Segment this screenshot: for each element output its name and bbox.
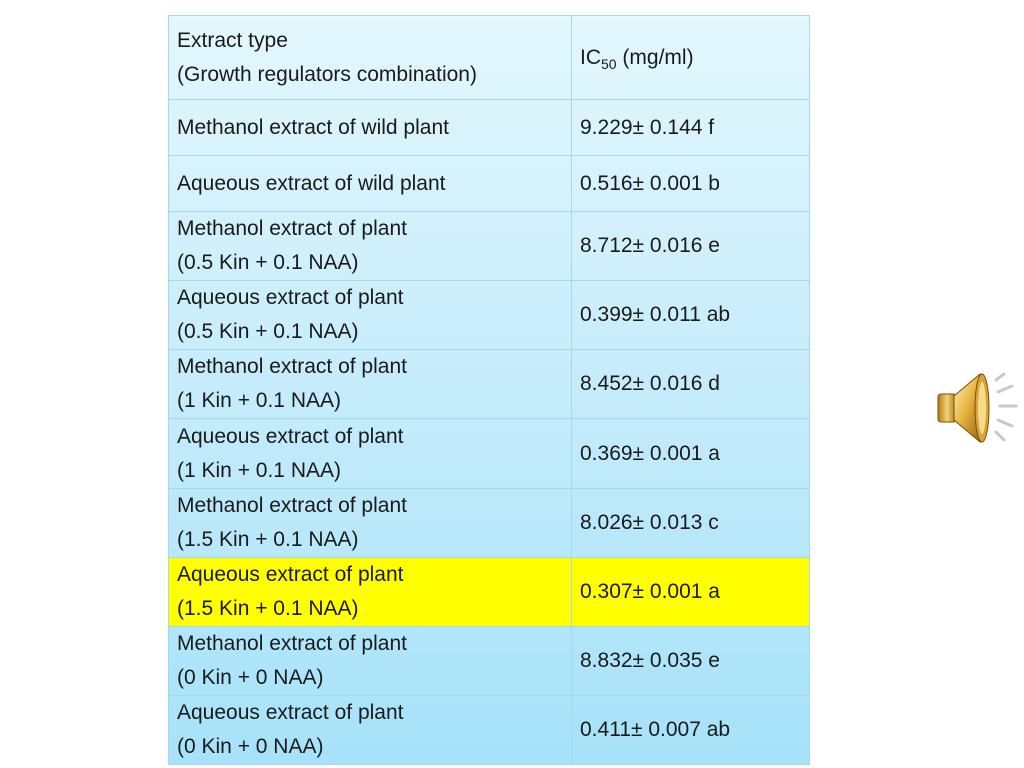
ic50-value-cell xyxy=(572,626,810,695)
ic50-value-cell xyxy=(572,212,810,281)
table-row xyxy=(169,488,810,557)
extract-name: Aqueous extract of wild plant xyxy=(177,171,446,195)
ic50-table xyxy=(168,15,810,765)
extract-name: Methanol extract of plant xyxy=(177,217,407,241)
speaker-icon[interactable] xyxy=(936,368,1018,448)
growth-regulator-combination: (1.5 Kin + 0.1 NAA) xyxy=(177,527,359,551)
header-ic50 xyxy=(572,16,810,100)
ic50-value-cell xyxy=(572,695,810,764)
extract-name: Methanol extract of plant xyxy=(177,355,407,379)
ic50-value: 0.369± 0.001 a xyxy=(580,441,720,465)
table-row xyxy=(169,419,810,488)
ic50-value: 8.026± 0.013 c xyxy=(580,510,719,534)
extract-name: Methanol extract of wild plant xyxy=(177,115,449,139)
table-row xyxy=(169,557,810,626)
ic50-value: 0.307± 0.001 a xyxy=(580,579,720,603)
extract-type-cell xyxy=(169,281,572,350)
table-row xyxy=(169,626,810,695)
extract-type-cell xyxy=(169,419,572,488)
ic50-value: 0.399± 0.011 ab xyxy=(580,303,731,327)
growth-regulator-combination: (0 Kin + 0 NAA) xyxy=(177,665,324,689)
ic50-value: 0.411± 0.007 ab xyxy=(580,717,731,741)
ic50-value-cell xyxy=(572,488,810,557)
header-ic-suffix: (mg/ml) xyxy=(616,45,694,69)
extract-type-cell xyxy=(169,350,572,419)
table-row xyxy=(169,156,810,212)
header-extract-type xyxy=(169,16,572,100)
table-row xyxy=(169,100,810,156)
extract-type-cell xyxy=(169,557,572,626)
extract-name: Methanol extract of plant xyxy=(177,631,407,655)
extract-name: Aqueous extract of plant xyxy=(177,700,404,724)
table-header-row xyxy=(169,16,810,100)
ic50-value-cell xyxy=(572,281,810,350)
extract-type-cell xyxy=(169,100,572,156)
growth-regulator-combination: (0.5 Kin + 0.1 NAA) xyxy=(177,320,359,344)
extract-name: Aqueous extract of plant xyxy=(177,562,404,586)
extract-name: Methanol extract of plant xyxy=(177,493,407,517)
extract-type-cell xyxy=(169,156,572,212)
ic50-value-cell xyxy=(572,100,810,156)
growth-regulator-combination: (1 Kin + 0.1 NAA) xyxy=(177,458,341,482)
header-ic-subscript: 50 xyxy=(601,55,617,72)
header-col1-line2: (Growth regulators combination) xyxy=(177,62,477,86)
ic50-value: 8.712± 0.016 e xyxy=(580,234,720,258)
table-row xyxy=(169,695,810,764)
ic50-value: 8.452± 0.016 d xyxy=(580,372,720,396)
ic50-value-cell xyxy=(572,156,810,212)
table-row xyxy=(169,212,810,281)
header-col1-line1: Extract type xyxy=(177,28,288,52)
growth-regulator-combination: (1.5 Kin + 0.1 NAA) xyxy=(177,596,359,620)
ic50-value: 8.832± 0.035 e xyxy=(580,648,720,672)
ic50-value-cell xyxy=(572,419,810,488)
extract-type-cell xyxy=(169,488,572,557)
extract-type-cell xyxy=(169,695,572,764)
ic50-value-cell xyxy=(572,350,810,419)
header-ic-prefix: IC xyxy=(580,45,601,69)
table-row xyxy=(169,350,810,419)
ic50-value: 0.516± 0.001 b xyxy=(580,171,720,195)
ic50-value: 9.229± 0.144 f xyxy=(580,115,715,139)
ic50-value-cell xyxy=(572,557,810,626)
extract-type-cell xyxy=(169,212,572,281)
growth-regulator-combination: (0.5 Kin + 0.1 NAA) xyxy=(177,251,359,275)
extract-name: Aqueous extract of plant xyxy=(177,286,404,310)
extract-type-cell xyxy=(169,626,572,695)
table-row xyxy=(169,281,810,350)
extract-name: Aqueous extract of plant xyxy=(177,424,404,448)
growth-regulator-combination: (1 Kin + 0.1 NAA) xyxy=(177,389,341,413)
growth-regulator-combination: (0 Kin + 0 NAA) xyxy=(177,734,324,758)
